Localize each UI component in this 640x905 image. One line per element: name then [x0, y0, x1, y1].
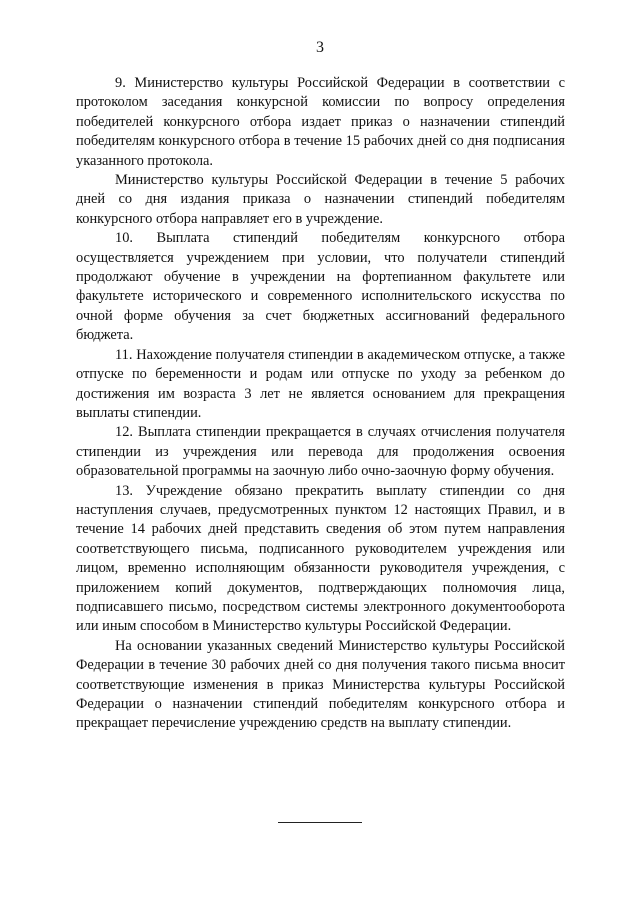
page-number: 3	[316, 39, 324, 56]
end-of-document-rule	[278, 822, 362, 823]
document-body	[76, 74, 565, 734]
paragraph-10: 10. Выплата стипендий победителям конкурсного отбора осуществляется учреждением при условии, что получатели стипендий продолжают обучение в учреждении на фортепианном факультете или факультете исторического и современного исполнительского искусства по очной форме обучения за счет бюджетных ассигнований федерального бюджета.	[76, 230, 565, 344]
paragraph-13: 13. Учреждение обязано прекратить выплату стипендии со дня наступления случаев, предусмотренных пунктом 12 настоящих Правил, и в течение 14 рабочих дней представить сведения об этом путем направления соответствующего письма, подписанного руководителем учреждения или лицом, временно исполняющим обязанности руководителя учреждения, с приложением копий документов, подтверждающих полномочия лица, подписавшего письмо, посредством системы электронного документооборота или иным способом в Министерство культуры Российской Федерации.	[76, 482, 565, 635]
paragraph-9: 9. Министерство культуры Российской Федерации в соответствии с протоколом заседания конкурсной комиссии по вопросу определения победителей конкурсного отбора издает приказ о назначении стипендий победителям конкурсного отбора в течение 15 рабочих дней со дня подписания указанного протокола.	[76, 75, 565, 169]
paragraph-9-continuation: Министерство культуры Российской Федерации в течение 5 рабочих дней со дня издания приказа о назначении стипендий победителям конкурсного отбора направляет его в учреждение.	[76, 172, 565, 227]
paragraph-12: 12. Выплата стипендии прекращается в случаях отчисления получателя стипендии из учреждения или перевода для продолжения освоения образовательной программы на заочную либо очно-заочную форму обучения.	[76, 424, 565, 480]
paragraph-13-continuation: На основании указанных сведений Министерство культуры Российской Федерации в течение 30 рабочих дней со дня получения такого письма вносит соответствующие изменения в приказ Министерства культуры Российской Федерации о назначении стипендий победителям конкурсного отбора и прекращает перечисление учреждению средств на выплату стипендии.	[76, 637, 565, 732]
paragraph-11: 11. Нахождение получателя стипендии в академическом отпуске, а также отпуске по беременности и родам или отпуске по уходу за ребенком до достижения им возраста 3 лет не является основанием для прекращения выплаты стипендии.	[76, 346, 565, 421]
